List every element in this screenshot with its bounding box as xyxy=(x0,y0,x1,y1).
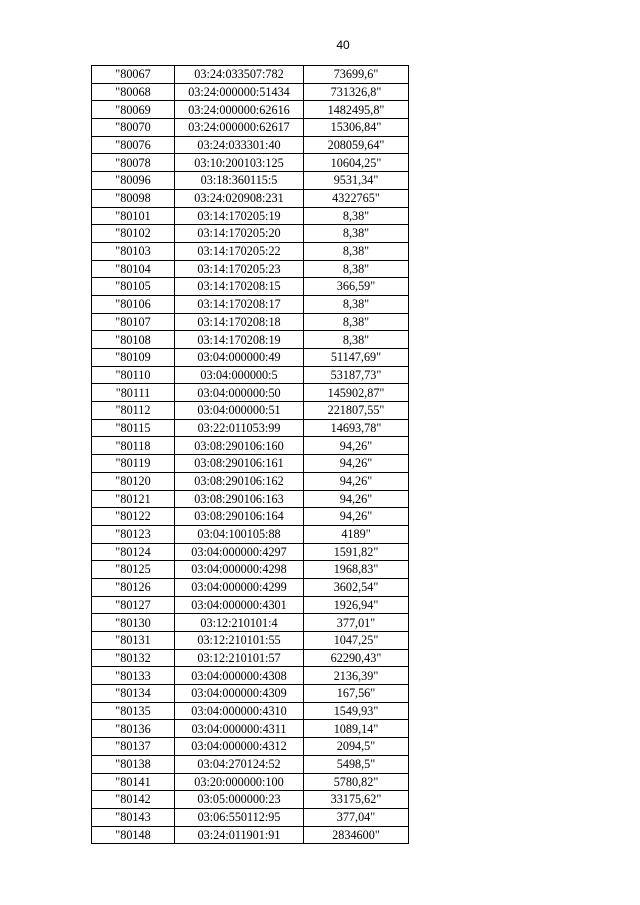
cadastral-number-cell: 03:04:000000:4297 xyxy=(175,543,304,561)
cadastral-number-cell: 03:04:100105:88 xyxy=(175,525,304,543)
row-id-cell: "80138 xyxy=(92,755,175,773)
value-cell: 10604,25" xyxy=(304,154,409,172)
value-cell: 94,26" xyxy=(304,508,409,526)
cadastral-number-cell: 03:08:290106:161 xyxy=(175,455,304,473)
table-row xyxy=(92,419,409,437)
row-id-cell: "80137 xyxy=(92,738,175,756)
row-id-cell: "80109 xyxy=(92,349,175,367)
table-row xyxy=(92,614,409,632)
table-row xyxy=(92,437,409,455)
value-cell: 8,38" xyxy=(304,331,409,349)
value-cell: 377,01" xyxy=(304,614,409,632)
row-id-cell: "80132 xyxy=(92,649,175,667)
cadastral-number-cell: 03:14:170208:17 xyxy=(175,295,304,313)
table-row xyxy=(92,331,409,349)
value-cell: 94,26" xyxy=(304,437,409,455)
table-row xyxy=(92,242,409,260)
row-id-cell: "80078 xyxy=(92,154,175,172)
table-row xyxy=(92,455,409,473)
value-cell: 94,26" xyxy=(304,472,409,490)
table-row xyxy=(92,295,409,313)
row-id-cell: "80148 xyxy=(92,826,175,844)
value-cell: 8,38" xyxy=(304,260,409,278)
row-id-cell: "80142 xyxy=(92,791,175,809)
value-cell: 8,38" xyxy=(304,207,409,225)
cadastral-number-cell: 03:04:000000:51 xyxy=(175,402,304,420)
cadastral-number-cell: 03:04:000000:4310 xyxy=(175,702,304,720)
row-id-cell: "80068 xyxy=(92,83,175,101)
value-cell: 731326,8" xyxy=(304,83,409,101)
cadastral-number-cell: 03:08:290106:162 xyxy=(175,472,304,490)
cadastral-number-cell: 03:04:000000:4312 xyxy=(175,738,304,756)
table-row xyxy=(92,189,409,207)
row-id-cell: "80104 xyxy=(92,260,175,278)
value-cell: 8,38" xyxy=(304,242,409,260)
cadastral-number-cell: 03:24:033301:40 xyxy=(175,136,304,154)
row-id-cell: "80096 xyxy=(92,172,175,190)
table-row xyxy=(92,154,409,172)
row-id-cell: "80108 xyxy=(92,331,175,349)
value-cell: 62290,43" xyxy=(304,649,409,667)
value-cell: 208059,64" xyxy=(304,136,409,154)
table-row xyxy=(92,313,409,331)
row-id-cell: "80143 xyxy=(92,808,175,826)
value-cell: 15306,84" xyxy=(304,119,409,137)
value-cell: 1926,94" xyxy=(304,596,409,614)
cadastral-number-cell: 03:04:000000:4311 xyxy=(175,720,304,738)
value-cell: 1549,93" xyxy=(304,702,409,720)
table-row xyxy=(92,472,409,490)
page-number: 40 xyxy=(336,38,350,52)
table-row xyxy=(92,172,409,190)
row-id-cell: "80134 xyxy=(92,685,175,703)
table-row xyxy=(92,278,409,296)
table-row xyxy=(92,136,409,154)
table-row xyxy=(92,649,409,667)
row-id-cell: "80112 xyxy=(92,402,175,420)
table-row xyxy=(92,402,409,420)
row-id-cell: "80111 xyxy=(92,384,175,402)
cadastral-number-cell: 03:04:270124:52 xyxy=(175,755,304,773)
cadastral-number-cell: 03:04:000000:4301 xyxy=(175,596,304,614)
value-cell: 1968,83" xyxy=(304,561,409,579)
row-id-cell: "80130 xyxy=(92,614,175,632)
table-row xyxy=(92,632,409,650)
value-cell: 221807,55" xyxy=(304,402,409,420)
cadastral-number-cell: 03:14:170208:19 xyxy=(175,331,304,349)
table-row xyxy=(92,755,409,773)
cadastral-number-cell: 03:04:000000:4298 xyxy=(175,561,304,579)
cadastral-number-cell: 03:06:550112:95 xyxy=(175,808,304,826)
table-body xyxy=(92,66,409,844)
table-row xyxy=(92,66,409,84)
value-cell: 3602,54" xyxy=(304,578,409,596)
cadastral-number-cell: 03:12:210101:55 xyxy=(175,632,304,650)
cadastral-number-cell: 03:08:290106:163 xyxy=(175,490,304,508)
cadastral-number-cell: 03:18:360115:5 xyxy=(175,172,304,190)
row-id-cell: "80070 xyxy=(92,119,175,137)
row-id-cell: "80135 xyxy=(92,702,175,720)
cadastral-number-cell: 03:24:011901:91 xyxy=(175,826,304,844)
row-id-cell: "80069 xyxy=(92,101,175,119)
value-cell: 33175,62" xyxy=(304,791,409,809)
cadastral-number-cell: 03:04:000000:4309 xyxy=(175,685,304,703)
row-id-cell: "80105 xyxy=(92,278,175,296)
table-row xyxy=(92,260,409,278)
cadastral-number-cell: 03:04:000000:4308 xyxy=(175,667,304,685)
table-row xyxy=(92,667,409,685)
value-cell: 53187,73" xyxy=(304,366,409,384)
row-id-cell: "80103 xyxy=(92,242,175,260)
cadastral-number-cell: 03:14:170205:20 xyxy=(175,225,304,243)
row-id-cell: "80067 xyxy=(92,66,175,84)
cadastral-number-cell: 03:20:000000:100 xyxy=(175,773,304,791)
value-cell: 8,38" xyxy=(304,295,409,313)
row-id-cell: "80107 xyxy=(92,313,175,331)
table-row xyxy=(92,685,409,703)
cadastral-number-cell: 03:04:000000:49 xyxy=(175,349,304,367)
row-id-cell: "80098 xyxy=(92,189,175,207)
table-row xyxy=(92,543,409,561)
cadastral-number-cell: 03:14:170208:18 xyxy=(175,313,304,331)
value-cell: 51147,69" xyxy=(304,349,409,367)
row-id-cell: "80102 xyxy=(92,225,175,243)
row-id-cell: "80121 xyxy=(92,490,175,508)
table-row xyxy=(92,366,409,384)
table-row xyxy=(92,225,409,243)
table-row xyxy=(92,808,409,826)
row-id-cell: "80076 xyxy=(92,136,175,154)
table-row xyxy=(92,578,409,596)
value-cell: 8,38" xyxy=(304,313,409,331)
cadastral-number-cell: 03:04:000000:4299 xyxy=(175,578,304,596)
cadastral-number-cell: 03:24:000000:62617 xyxy=(175,119,304,137)
table-row xyxy=(92,791,409,809)
value-cell: 1089,14" xyxy=(304,720,409,738)
row-id-cell: "80119 xyxy=(92,455,175,473)
value-cell: 94,26" xyxy=(304,455,409,473)
value-cell: 1591,82" xyxy=(304,543,409,561)
cadastral-number-cell: 03:22:011053:99 xyxy=(175,419,304,437)
cadastral-number-cell: 03:24:000000:51434 xyxy=(175,83,304,101)
row-id-cell: "80124 xyxy=(92,543,175,561)
cadastral-number-cell: 03:12:210101:57 xyxy=(175,649,304,667)
cadastral-number-cell: 03:24:033507:782 xyxy=(175,66,304,84)
table-row xyxy=(92,119,409,137)
cadastral-number-cell: 03:14:170205:22 xyxy=(175,242,304,260)
cadastral-number-cell: 03:14:170205:19 xyxy=(175,207,304,225)
row-id-cell: "80110 xyxy=(92,366,175,384)
value-cell: 5498,5" xyxy=(304,755,409,773)
table-row xyxy=(92,596,409,614)
row-id-cell: "80141 xyxy=(92,773,175,791)
table-row xyxy=(92,349,409,367)
value-cell: 2136,39" xyxy=(304,667,409,685)
table-row xyxy=(92,826,409,844)
value-cell: 73699,6" xyxy=(304,66,409,84)
table-row xyxy=(92,207,409,225)
cadastral-number-cell: 03:04:000000:50 xyxy=(175,384,304,402)
row-id-cell: "80125 xyxy=(92,561,175,579)
row-id-cell: "80123 xyxy=(92,525,175,543)
cadastral-number-cell: 03:10:200103:125 xyxy=(175,154,304,172)
table-row xyxy=(92,561,409,579)
value-cell: 366,59" xyxy=(304,278,409,296)
value-cell: 1047,25" xyxy=(304,632,409,650)
row-id-cell: "80120 xyxy=(92,472,175,490)
value-cell: 4189" xyxy=(304,525,409,543)
cadastral-number-cell: 03:12:210101:4 xyxy=(175,614,304,632)
value-cell: 8,38" xyxy=(304,225,409,243)
cadastral-number-cell: 03:04:000000:5 xyxy=(175,366,304,384)
row-id-cell: "80118 xyxy=(92,437,175,455)
cadastral-number-cell: 03:24:020908:231 xyxy=(175,189,304,207)
value-cell: 5780,82" xyxy=(304,773,409,791)
value-cell: 14693,78" xyxy=(304,419,409,437)
row-id-cell: "80122 xyxy=(92,508,175,526)
value-cell: 1482495,8" xyxy=(304,101,409,119)
row-id-cell: "80101 xyxy=(92,207,175,225)
table-row xyxy=(92,702,409,720)
row-id-cell: "80136 xyxy=(92,720,175,738)
table-row xyxy=(92,525,409,543)
table-row xyxy=(92,773,409,791)
cadastral-number-cell: 03:05:000000:23 xyxy=(175,791,304,809)
data-table xyxy=(91,65,409,844)
value-cell: 167,56" xyxy=(304,685,409,703)
value-cell: 4322765" xyxy=(304,189,409,207)
value-cell: 145902,87" xyxy=(304,384,409,402)
row-id-cell: "80106 xyxy=(92,295,175,313)
value-cell: 94,26" xyxy=(304,490,409,508)
cadastral-number-cell: 03:14:170205:23 xyxy=(175,260,304,278)
table-row xyxy=(92,508,409,526)
table-row xyxy=(92,83,409,101)
row-id-cell: "80131 xyxy=(92,632,175,650)
value-cell: 9531,34" xyxy=(304,172,409,190)
table-row xyxy=(92,384,409,402)
row-id-cell: "80115 xyxy=(92,419,175,437)
value-cell: 377,04" xyxy=(304,808,409,826)
cadastral-number-cell: 03:14:170208:15 xyxy=(175,278,304,296)
table-row xyxy=(92,738,409,756)
value-cell: 2834600" xyxy=(304,826,409,844)
table-row xyxy=(92,490,409,508)
row-id-cell: "80126 xyxy=(92,578,175,596)
cadastral-number-cell: 03:08:290106:160 xyxy=(175,437,304,455)
table-row xyxy=(92,720,409,738)
row-id-cell: "80127 xyxy=(92,596,175,614)
cadastral-number-cell: 03:08:290106:164 xyxy=(175,508,304,526)
value-cell: 2094,5" xyxy=(304,738,409,756)
table-row xyxy=(92,101,409,119)
row-id-cell: "80133 xyxy=(92,667,175,685)
cadastral-number-cell: 03:24:000000:62616 xyxy=(175,101,304,119)
